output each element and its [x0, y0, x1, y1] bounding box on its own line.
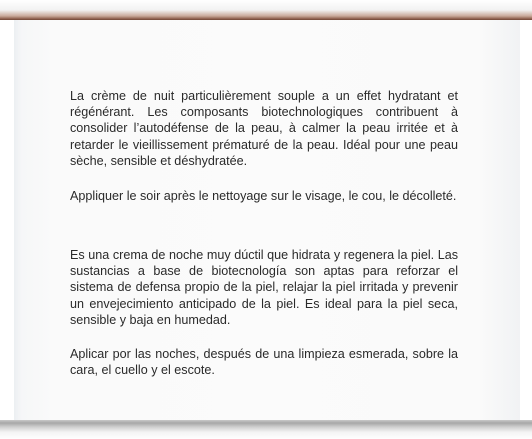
french-usage-instructions: Appliquer le soir après le nettoyage sur le visage, le cou, le décolleté. — [70, 189, 457, 203]
french-description: La crème de nuit particulièrement souple a un effet hydratant et régénérant. Les composants biotechnologiques contribuent à consolider l’autodéfense de la peau, à calmer la peau irritée et à retarder le vieillissement prématuré de la peau. Idéal pour une peau sèche, sensible et déshydratée. — [70, 89, 458, 168]
spanish-description: Es una crema de noche muy dúctil que hidrata y regenera la piel. Las sustancias a base de biotecnología son aptas para reforzar el sistema de defensa propio de la piel, relajar la piel irritada y prevenir un envejecimiento anticipado de la piel. Es ideal para la piel seca, sensible y baja en humedad. — [70, 248, 458, 327]
box-top-edge — [0, 0, 532, 20]
spanish-usage-instructions: Aplicar por las noches, después de una limpieza esmerada, sobre la cara, el cuello y el escote. — [70, 347, 458, 378]
box-bottom-shadow — [0, 420, 532, 439]
